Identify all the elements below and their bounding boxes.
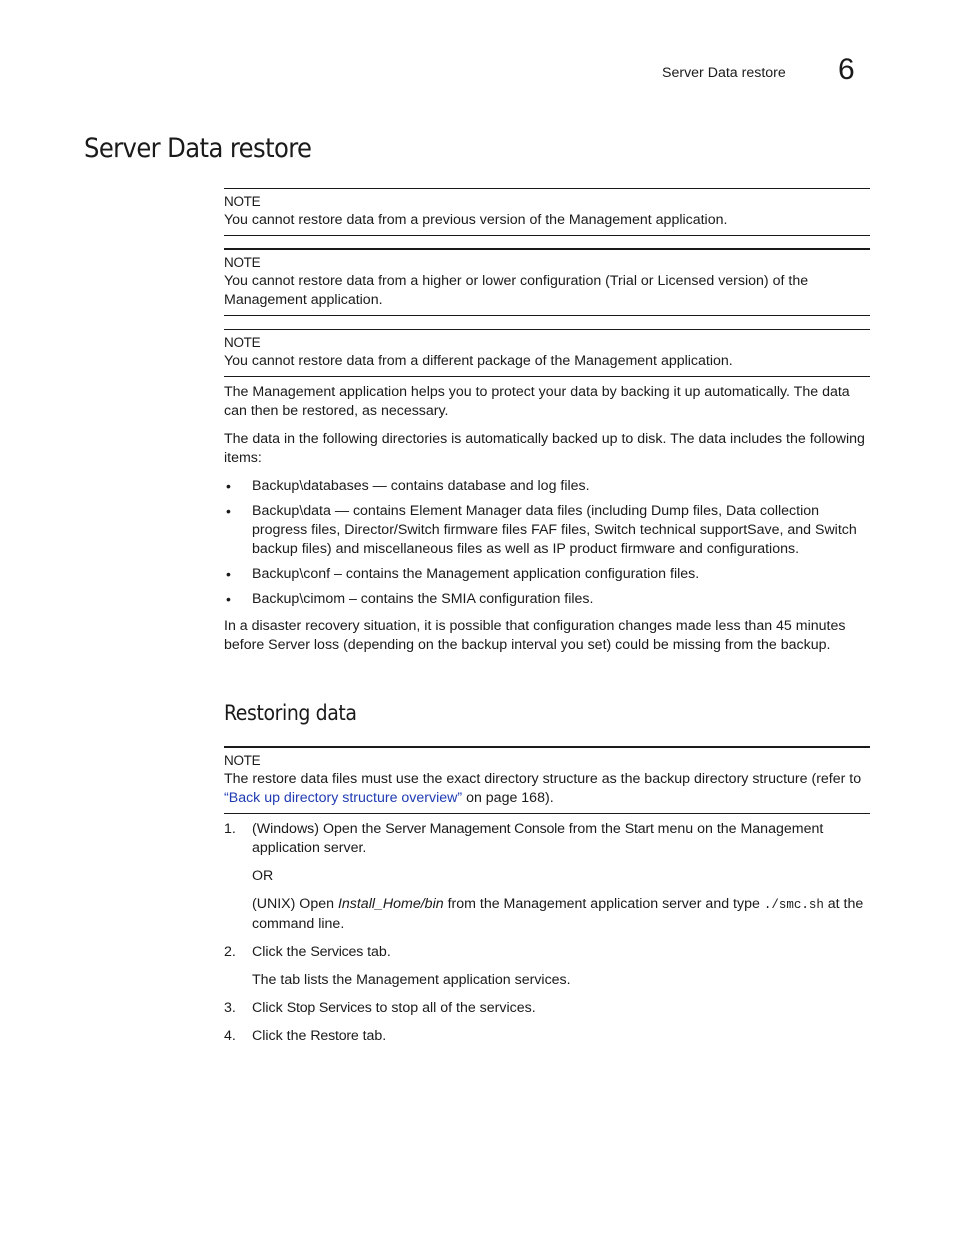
bullet-icon: •	[226, 503, 231, 519]
cross-reference-link[interactable]: “Back up directory structure overview”	[224, 790, 463, 806]
bullet-icon: •	[226, 566, 231, 582]
section-heading: Restoring data	[224, 701, 357, 725]
step-text: (Windows) Open the Server Management Console from the Start menu on the Management application server.	[252, 821, 824, 856]
list-item	[224, 590, 874, 609]
note-3	[224, 329, 870, 377]
note-label: NOTE	[224, 194, 261, 209]
note-label: NOTE	[224, 335, 261, 350]
step-text: Click the Services tab.	[252, 944, 391, 960]
disaster-recovery-paragraph: In a disaster recovery situation, it is possible that configuration changes made less than 45 minutes before Server loss (depending on the backup interval you set) could be missing from the backup.	[224, 618, 846, 653]
step-4	[224, 1027, 870, 1046]
list-item-text: Backup\cimom – contains the SMIA configuration files.	[252, 591, 594, 607]
list-item-text: Backup\conf – contains the Management application configuration files.	[252, 566, 700, 582]
note-2	[224, 248, 870, 316]
intro-paragraph-1: The Management application helps you to protect your data by backing it up automatically. The data can then be restored, as necessary.	[224, 384, 850, 419]
step-or: OR	[252, 868, 274, 884]
list-item	[224, 565, 874, 584]
note-text: You cannot restore data from a different package of the Management application.	[224, 353, 733, 369]
step-number: 1.	[224, 821, 236, 837]
note-1	[224, 188, 870, 236]
list-item-text: Backup\data — contains Element Manager data files (including Dump files, Data collection progress files, Director/Switch firmware files FAF files, Switch technical supportSave, and Switch backup files) and miscellaneous files as well as IP product firmware and configurations.	[252, 503, 857, 557]
restore-steps	[224, 820, 870, 1046]
step-text-unix: (UNIX) Open Install_Home/bin from the Management application server and type ./smc.sh at the command line.	[252, 896, 864, 932]
step-3	[224, 999, 870, 1018]
note-label: NOTE	[224, 255, 261, 270]
step-text: Click Stop Services to stop all of the services.	[252, 1000, 536, 1016]
step-number: 2.	[224, 944, 236, 960]
step-text: Click the Restore tab.	[252, 1028, 387, 1044]
chapter-number: 6	[838, 53, 855, 86]
step-number: 4.	[224, 1028, 236, 1044]
step-number: 3.	[224, 1000, 236, 1016]
page-title: Server Data restore	[84, 133, 312, 164]
header-section-title: Server Data restore	[662, 65, 786, 81]
step-2	[224, 943, 870, 990]
bullet-icon: •	[226, 591, 231, 607]
step-1	[224, 820, 870, 934]
note-label: NOTE	[224, 753, 261, 768]
step-result: The tab lists the Management application services.	[252, 972, 571, 988]
list-item-text: Backup\databases — contains database and log files.	[252, 478, 590, 494]
intro-paragraph-2: The data in the following directories is automatically backed up to disk. The data includes the following items:	[224, 431, 865, 466]
note-restore	[224, 746, 870, 814]
list-item	[224, 477, 874, 496]
bullet-icon: •	[226, 478, 231, 494]
note-text: You cannot restore data from a higher or lower configuration (Trial or Licensed version) of the Management application.	[224, 273, 809, 308]
note-text: The restore data files must use the exact directory structure as the backup directory structure (refer to “Back up directory structure overview” on page 168).	[224, 771, 862, 806]
note-text: You cannot restore data from a previous version of the Management application.	[224, 212, 728, 228]
list-item	[224, 502, 874, 559]
backup-directory-list	[224, 477, 874, 615]
